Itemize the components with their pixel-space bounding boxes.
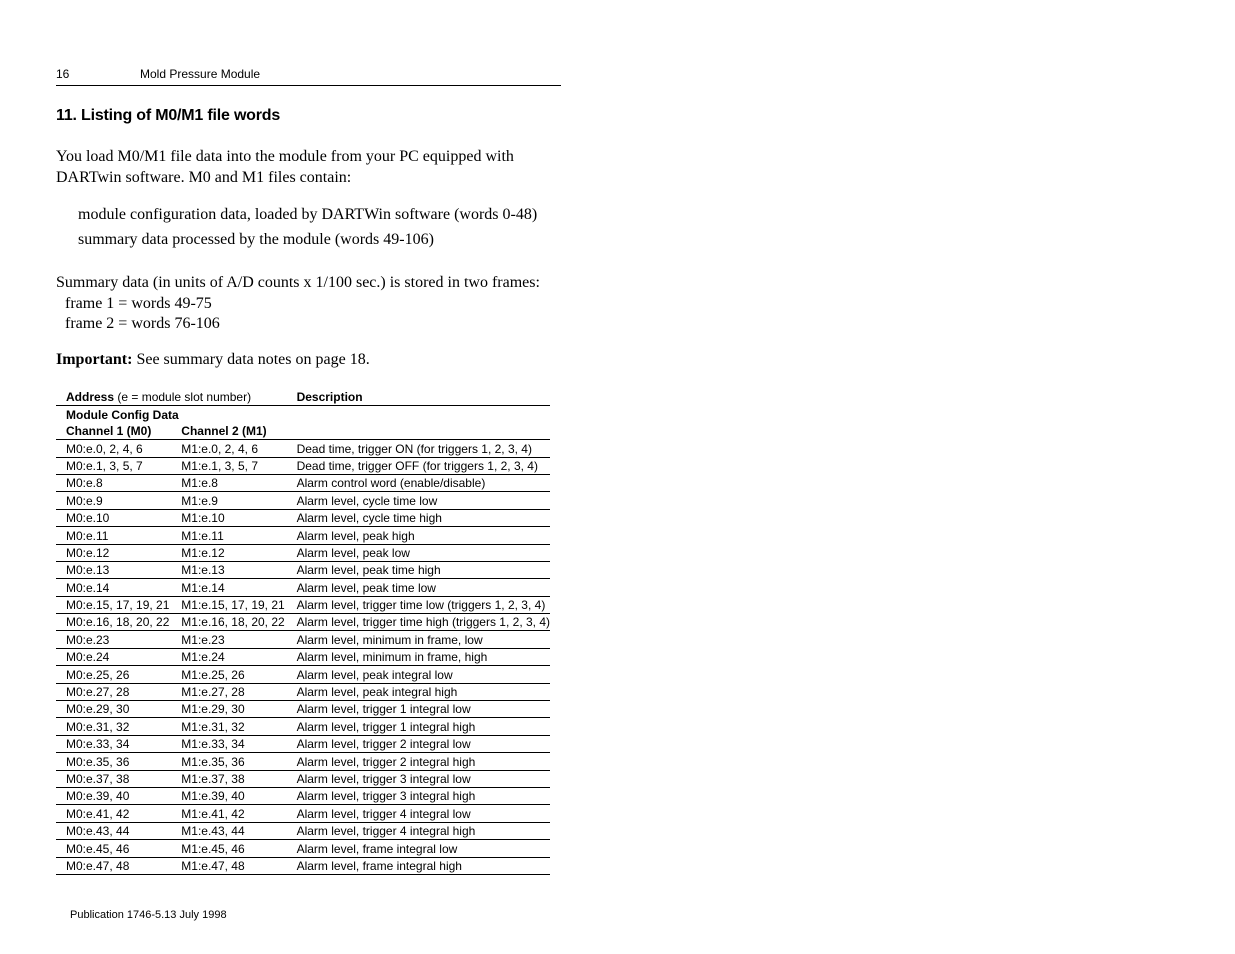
channel-header-row (56, 423, 550, 440)
table-row (56, 509, 550, 526)
row-description: Dead time, trigger ON (for triggers 1, 2, 3, 4) (287, 440, 550, 457)
row-description: Alarm level, peak integral low (287, 666, 550, 683)
row-description: Alarm level, cycle time low (287, 492, 550, 509)
table-header-row (56, 389, 550, 406)
channel-2-address: M1:e.1, 3, 5, 7 (171, 457, 286, 474)
channel-2-address: M1:e.45, 46 (171, 840, 286, 857)
row-description: Alarm level, trigger 1 integral high (287, 718, 550, 735)
channel-1-address: M0:e.14 (56, 579, 171, 596)
channel-1-address: M0:e.0, 2, 4, 6 (56, 440, 171, 457)
channel-1-address: M0:e.47, 48 (56, 857, 171, 874)
channel-2-address: M1:e.11 (171, 527, 286, 544)
important-note (56, 351, 370, 369)
channel-2-address: M1:e.35, 36 (171, 753, 286, 770)
table-row (56, 822, 550, 839)
channel-1-address: M0:e.41, 42 (56, 805, 171, 822)
table-row (56, 596, 550, 613)
row-description: Dead time, trigger OFF (for triggers 1, 2, 3, 4) (287, 457, 550, 474)
row-description: Alarm level, trigger 3 integral high (287, 787, 550, 804)
channel-1-address: M0:e.11 (56, 527, 171, 544)
row-description: Alarm level, trigger 3 integral low (287, 770, 550, 787)
frame-2-line: frame 2 = words 76-106 (65, 315, 220, 332)
contents-item: summary data processed by the module (words 49-106) (78, 231, 434, 248)
channel-1-address: M0:e.43, 44 (56, 822, 171, 839)
table-row (56, 440, 550, 457)
row-description: Alarm level, peak time high (287, 561, 550, 578)
channel-2-address: M1:e.43, 44 (171, 822, 286, 839)
row-description: Alarm level, trigger 2 integral high (287, 753, 550, 770)
row-description: Alarm level, frame integral high (287, 857, 550, 874)
channel-1-address: M0:e.9 (56, 492, 171, 509)
table-row (56, 805, 550, 822)
table-row (56, 718, 550, 735)
channel-2-address: M1:e.16, 18, 20, 22 (171, 614, 286, 631)
table-row (56, 701, 550, 718)
table-row (56, 735, 550, 752)
row-description: Alarm level, trigger 2 integral low (287, 735, 550, 752)
table-row (56, 561, 550, 578)
address-note: (e = module slot number) (114, 390, 252, 405)
address-label: Address (66, 390, 115, 405)
channel-1-address: M0:e.29, 30 (56, 701, 171, 718)
page-footer: Publication 1746-5.13 July 1998 (70, 909, 227, 921)
channel-1-address: M0:e.37, 38 (56, 770, 171, 787)
contents-item: module configuration data, loaded by DARTWin software (words 0-48) (78, 206, 538, 223)
channel-1-address: M0:e.45, 46 (56, 840, 171, 857)
row-description: Alarm level, peak time low (287, 579, 550, 596)
group-label: Module Config Data (66, 407, 179, 422)
channel-1-address: M0:e.23 (56, 631, 171, 648)
channel-1-address: M0:e.31, 32 (56, 718, 171, 735)
row-description: Alarm level, trigger time low (triggers 1, 2, 3, 4) (287, 596, 550, 613)
channel-2-address: M1:e.10 (171, 509, 286, 526)
channel-2-address: M1:e.8 (171, 474, 286, 491)
channel-2-address: M1:e.14 (171, 579, 286, 596)
channel-2-address: M1:e.37, 38 (171, 770, 286, 787)
table-row (56, 544, 550, 561)
table-row (56, 492, 550, 509)
channel-2-address: M1:e.29, 30 (171, 701, 286, 718)
page-header (56, 66, 561, 86)
table-row (56, 787, 550, 804)
table-row (56, 631, 550, 648)
channel-1-address: M0:e.10 (56, 509, 171, 526)
table-row (56, 648, 550, 665)
channel-2-address: M1:e.12 (171, 544, 286, 561)
table-row (56, 683, 550, 700)
channel-1-address: M0:e.1, 3, 5, 7 (56, 457, 171, 474)
row-description: Alarm level, peak high (287, 527, 550, 544)
channel-2-address: M1:e.13 (171, 561, 286, 578)
channel-1-header: Channel 1 (M0) (56, 423, 171, 440)
important-text: See summary data notes on page 18. (132, 351, 370, 368)
row-description: Alarm level, cycle time high (287, 509, 550, 526)
channel-2-address: M1:e.39, 40 (171, 787, 286, 804)
header-title: Mold Pressure Module (140, 67, 261, 81)
row-description: Alarm level, trigger 1 integral low (287, 701, 550, 718)
table-row (56, 857, 550, 874)
summary-line: Summary data (in units of A/D counts x 1/100 sec.) is stored in two frames: (56, 274, 540, 291)
intro-line: You load M0/M1 file data into the module from your PC equipped with (56, 148, 514, 165)
row-description: Alarm level, frame integral low (287, 840, 550, 857)
table-row (56, 527, 550, 544)
description-label: Description (296, 390, 363, 405)
channel-2-address: M1:e.41, 42 (171, 805, 286, 822)
summary-paragraph (56, 273, 540, 335)
table-row (56, 840, 550, 857)
row-description: Alarm level, minimum in frame, high (287, 648, 550, 665)
intro-line: DARTwin software. M0 and M1 files contain: (56, 169, 352, 186)
contents-list (78, 202, 537, 252)
channel-2-address: M1:e.25, 26 (171, 666, 286, 683)
channel-2-address: M1:e.24 (171, 648, 286, 665)
row-description: Alarm level, minimum in frame, low (287, 631, 550, 648)
description-header (287, 389, 550, 406)
important-label: Important: (56, 351, 133, 368)
intro-paragraph (56, 146, 576, 188)
group-row (56, 406, 550, 423)
table-row (56, 474, 550, 491)
channel-1-address: M0:e.13 (56, 561, 171, 578)
channel-1-address: M0:e.33, 34 (56, 735, 171, 752)
channel-2-address: M1:e.33, 34 (171, 735, 286, 752)
channel-2-address: M1:e.15, 17, 19, 21 (171, 596, 286, 613)
channel-1-address: M0:e.35, 36 (56, 753, 171, 770)
channel-1-address: M0:e.16, 18, 20, 22 (56, 614, 171, 631)
row-description: Alarm level, trigger 4 integral high (287, 822, 550, 839)
channel-2-address: M1:e.27, 28 (171, 683, 286, 700)
row-description: Alarm level, peak integral high (287, 683, 550, 700)
table-row (56, 666, 550, 683)
file-words-table (56, 389, 550, 875)
page-number: 16 (56, 67, 70, 81)
frame-1-line: frame 1 = words 49-75 (65, 294, 212, 312)
empty-cell (287, 423, 550, 440)
row-description: Alarm level, peak low (287, 544, 550, 561)
section-title: 11. Listing of M0/M1 file words (56, 107, 281, 124)
table-row (56, 770, 550, 787)
channel-1-address: M0:e.27, 28 (56, 683, 171, 700)
channel-1-address: M0:e.24 (56, 648, 171, 665)
table-row (56, 457, 550, 474)
address-header (56, 389, 287, 406)
channel-1-address: M0:e.39, 40 (56, 787, 171, 804)
row-description: Alarm level, trigger time high (triggers 1, 2, 3, 4) (287, 614, 550, 631)
row-description: Alarm level, trigger 4 integral low (287, 805, 550, 822)
row-description: Alarm control word (enable/disable) (287, 474, 550, 491)
channel-2-address: M1:e.9 (171, 492, 286, 509)
channel-1-address: M0:e.8 (56, 474, 171, 491)
channel-2-address: M1:e.47, 48 (171, 857, 286, 874)
channel-2-address: M1:e.31, 32 (171, 718, 286, 735)
channel-1-address: M0:e.12 (56, 544, 171, 561)
channel-1-address: M0:e.25, 26 (56, 666, 171, 683)
table-row (56, 614, 550, 631)
channel-2-address: M1:e.23 (171, 631, 286, 648)
table-row (56, 753, 550, 770)
table-row (56, 579, 550, 596)
channel-2-header: Channel 2 (M1) (171, 423, 286, 440)
channel-1-address: M0:e.15, 17, 19, 21 (56, 596, 171, 613)
channel-2-address: M1:e.0, 2, 4, 6 (171, 440, 286, 457)
